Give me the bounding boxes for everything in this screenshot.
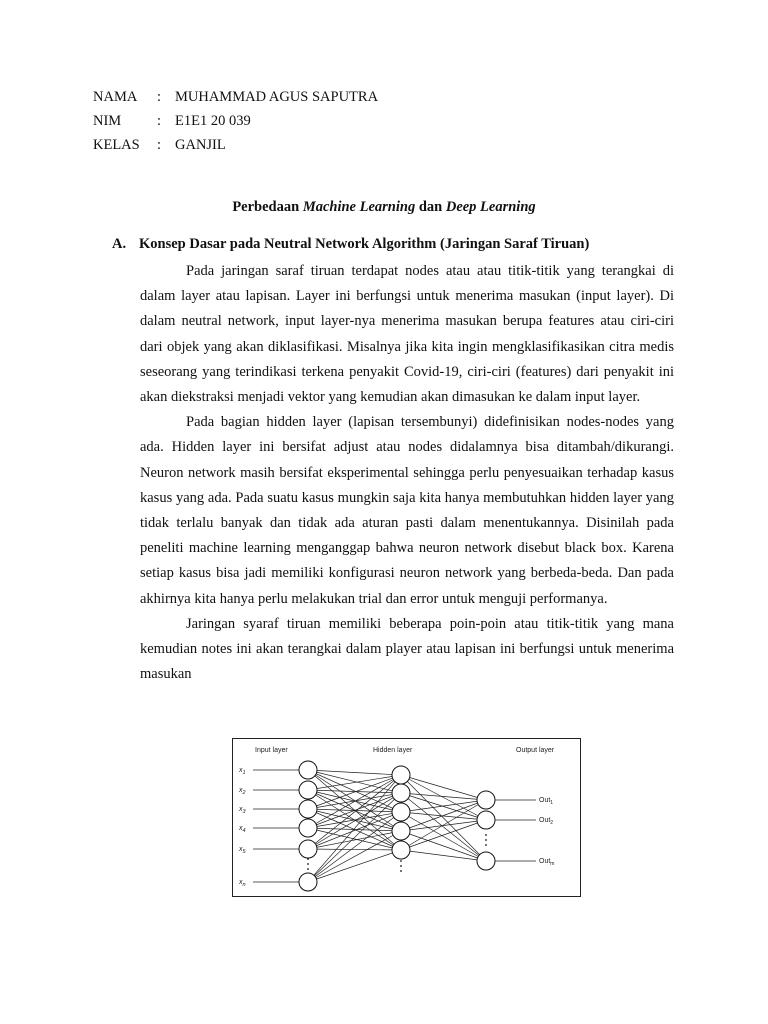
info-value: GANJIL xyxy=(175,137,226,153)
neural-network-diagram xyxy=(233,739,579,895)
paragraph: Pada bagian hidden layer (lapisan tersembunyi) didefinisikan nodes-nodes yang ada. Hidden layer ini bersifat adjust atau nodes didalamnya bisa ditambah/dikurangi. Neuron network masih bersifat eksperimental sehingga perlu penyesuaikan terhadap kasus kasus yang ada. Pada suatu kasus mungkin saja kita hanya membutuhkan hidden layer yang tidak terlalu banyak dan tidak ada aturan pasti dalam menentukannya. Disinilah pada peneliti machine learning menganggap bahwa neuron network disebut black box. Karena setiap kasus bisa jadi memiliki konfigurasi neuron network yang berbeda-beda. Dan pada akhirnya kita hanya perlu melakukan trial dan error untuk menguji performanya. xyxy=(140,414,674,607)
input-labels xyxy=(238,767,247,888)
input-label-subscript: 1 xyxy=(242,770,246,776)
ellipsis-dot xyxy=(485,844,487,846)
input-label xyxy=(238,879,246,888)
input-label-subscript: 3 xyxy=(242,809,246,815)
input-label-subscript: n xyxy=(242,882,246,888)
info-separator: : xyxy=(157,89,162,105)
input-neuron-node xyxy=(299,800,317,818)
input-label xyxy=(238,846,247,855)
output-label-subscript: 1 xyxy=(550,800,554,806)
connection-line xyxy=(401,831,486,861)
input-label-subscript: 5 xyxy=(242,849,246,855)
hidden-neuron-node xyxy=(392,766,410,784)
input-label-base: x xyxy=(239,879,243,886)
input-label xyxy=(238,825,246,834)
hidden-neuron-node xyxy=(392,803,410,821)
input-label xyxy=(238,787,246,796)
hidden-neuron-node xyxy=(392,784,410,802)
output-neuron-node xyxy=(477,852,495,870)
connection-line xyxy=(401,812,486,861)
info-label: NIM xyxy=(93,113,122,129)
ellipsis-dot xyxy=(485,839,487,841)
output-neuron-node xyxy=(477,811,495,829)
hidden-neuron-node xyxy=(392,841,410,859)
section-letter: A. xyxy=(112,236,127,252)
output-label-base: Out xyxy=(539,817,551,824)
info-value: E1E1 20 039 xyxy=(175,113,251,129)
output-label-base: Out xyxy=(539,858,551,865)
ellipsis-dot xyxy=(307,858,309,860)
info-label: KELAS xyxy=(93,137,140,153)
output-label xyxy=(539,858,554,867)
hidden-neuron-node xyxy=(392,822,410,840)
input-label xyxy=(238,767,246,776)
connection-line xyxy=(308,831,401,849)
ellipsis-dot xyxy=(307,868,309,870)
hidden-layer-label: Hidden layer xyxy=(373,747,413,754)
connection-line xyxy=(308,775,401,790)
input-label-base: x xyxy=(239,825,243,832)
output-neuron-node xyxy=(477,791,495,809)
ellipsis-dot xyxy=(400,870,402,872)
connection-line xyxy=(401,800,486,831)
ellipsis-dot xyxy=(485,834,487,836)
title-italic-part: Machine Learning xyxy=(302,199,416,215)
input-neuron-node xyxy=(299,819,317,837)
connection-line xyxy=(401,793,486,861)
connection-line xyxy=(308,770,401,831)
input-neuron-node xyxy=(299,761,317,779)
connection-line xyxy=(401,850,486,861)
output-layer-label: Output layer xyxy=(516,747,555,754)
connection-line xyxy=(401,820,486,850)
output-label xyxy=(539,797,553,806)
input-label-base: x xyxy=(239,846,243,853)
title-italic-part: Deep Learning xyxy=(445,199,536,215)
connection-line xyxy=(308,775,401,809)
title-part: Perbedaan xyxy=(232,199,303,215)
output-label-subscript: m xyxy=(550,861,555,867)
neuron-nodes xyxy=(299,761,495,891)
output-labels xyxy=(539,797,554,867)
connection-line xyxy=(401,775,486,861)
output-label-base: Out xyxy=(539,797,551,804)
connection-line xyxy=(401,800,486,812)
section-heading-text: Konsep Dasar pada Neutral Network Algorithm (Jaringan Saraf Tiruan) xyxy=(139,236,590,252)
paragraph: Jaringan syaraf tiruan memiliki beberapa poin-poin atau titik-titik yang mana kemudian notes ini akan terangkai dalam player atau lapisan ini berfungsi untuk menerima masukan xyxy=(140,615,674,683)
connection-line xyxy=(308,770,401,775)
input-label-base: x xyxy=(239,806,243,813)
connection-line xyxy=(308,770,401,793)
info-separator: : xyxy=(157,137,162,153)
input-label-subscript: 4 xyxy=(242,828,246,834)
output-label xyxy=(539,817,553,826)
connection-line xyxy=(308,849,401,850)
body-text xyxy=(140,259,674,687)
input-neuron-node xyxy=(299,873,317,891)
connection-line xyxy=(401,820,486,831)
input-layer-label: Input layer xyxy=(255,747,288,754)
ellipsis-dot xyxy=(400,860,402,862)
neural-network-figure xyxy=(232,738,581,897)
paragraph: Pada jaringan saraf tiruan terdapat nodes atau atau titik-titik yang terangkai di dalam layer atau lapisan. Layer ini berfungsi untuk menerima masukan (input layer). Di dalam neutral network, input layer-nya menerima masukan berupa features atau ciri-ciri dari objek yang akan diklasifikasi. Misalnya jika kita ingin mengklasifikasikan citra medis seseorang yang terindikasi terkena penyakit Covid-19, ciri-ciri (features) dari penyakit ini akan diekstraksi menjadi vektor yang kemudian akan dimasukan ke dalam input layer. xyxy=(140,263,674,406)
section-heading xyxy=(112,235,589,253)
input-neuron-node xyxy=(299,781,317,799)
input-neuron-node xyxy=(299,840,317,858)
input-label xyxy=(238,806,247,815)
input-label-subscript: 2 xyxy=(242,790,246,796)
input-label-base: x xyxy=(239,787,243,794)
title-part: dan xyxy=(415,199,446,215)
output-label-subscript: 2 xyxy=(550,820,554,826)
document-title xyxy=(0,198,768,216)
input-label-base: x xyxy=(239,767,243,774)
ellipsis-dot xyxy=(307,863,309,865)
ellipsis-dot xyxy=(400,865,402,867)
info-label: NAMA xyxy=(93,89,138,105)
info-value: MUHAMMAD AGUS SAPUTRA xyxy=(175,89,379,105)
connection-line xyxy=(401,800,486,850)
info-separator: : xyxy=(157,113,162,129)
